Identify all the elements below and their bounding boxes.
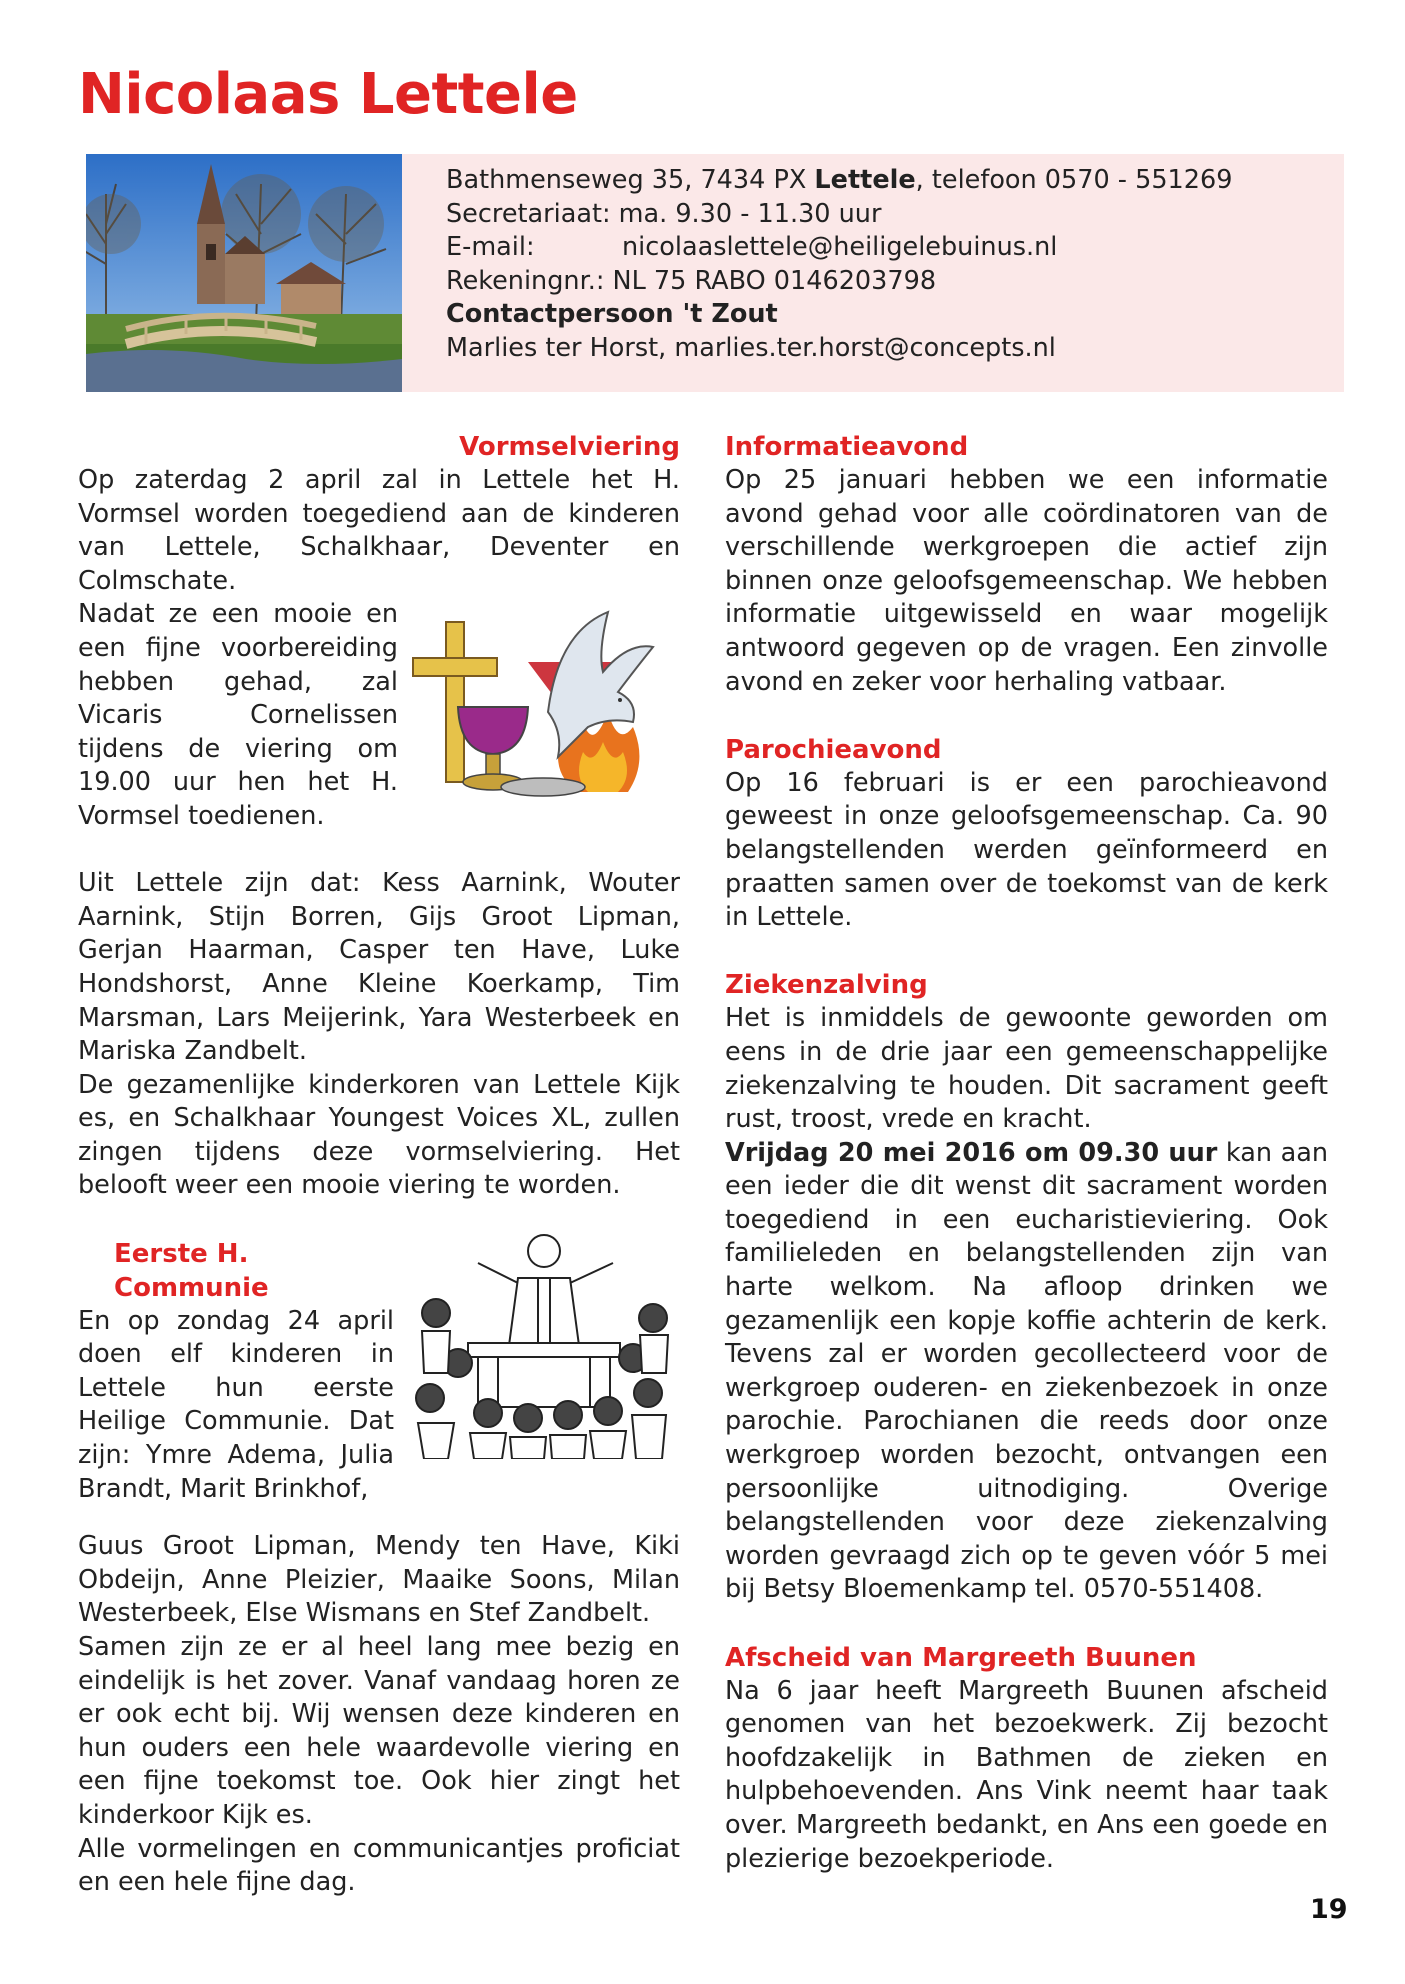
zieken-p2: Vrijdag 20 mei 2016 om 09.30 uur kan aan een ieder die dit wenst dit sacrament worden toegediend in een eucharistieviering. Ook familieleden en belangstellenden zijn van harte welkom. Na afloop drinken we gezamenlijk een kopje koffie achterin de kerk. Tevens zal er worden gecollecteerd voor de werkgroep ouderen- en ziekenbezoek in onze parochie. Parochianen die reeds door onze werkgroep worden bezocht, ontvangen een persoonlijke uitnodiging. Overige belangstellenden voor deze ziekenzalving worden gevraagd zich op te geven vóór 5 mei bij Betsy Bloemenkamp tel. 0570-551408. xyxy=(725,1137,1329,1605)
account-line: Rekeningnr.: NL 75 RABO 0146203798 xyxy=(446,265,937,296)
communion-illustration xyxy=(408,1223,680,1459)
communie-p1: En op zondag 24 april doen elf kinderen in Lettele hun eerste Heilige Communie. Dat zijn: Ymre Adema, Julia Brandt, Marit Brinkhof, xyxy=(78,1305,394,1504)
email-line: E-mail: nicolaaslettele@heiligelebuinus.nl xyxy=(446,232,1058,262)
communie-p3: Samen zijn ze er al heel lang mee bezig en eindelijk is het zover. Vanaf vandaag horen ze er ook echt bij. Wij wensen deze kinderen en hun ouders een hele waardevolle viering en een fijne toekomst toe. Ook hier zingt het kinderkoor Kijk es. xyxy=(78,1632,680,1830)
heading-informatieavond: Informatieavond xyxy=(725,432,969,462)
email-link[interactable]: nicolaaslettele@heiligelebuinus.nl xyxy=(622,232,1058,262)
vormsel-p4: De gezamenlijke kinderkoren van Lettele Kijk es, en Schalkhaar Youngest Voices XL, zullen zingen tijdens deze vormselviering. Het belooft weer een mooie viering te worden. xyxy=(78,1069,680,1201)
afscheid-p1: Na 6 jaar heeft Margreeth Buunen afscheid genomen van het bezoekwerk. Zij bezocht hoofdzakelijk in Bathmen de zieken en hulpbehoevenden. Ans Vink neemt haar taak over. Margreeth bedankt, en Ans een goede en plezierige bezoekperiode. xyxy=(725,1675,1328,1874)
address-line: Bathmenseweg 35, 7434 PX Lettele, telefoon 0570 - 551269 xyxy=(446,165,1233,195)
contact-person: Marlies ter Horst, marlies.ter.horst@concepts.nl xyxy=(446,332,1056,363)
right-column xyxy=(725,430,1328,1876)
left-column xyxy=(78,430,680,1900)
secretariat-line: Secretariaat: ma. 9.30 - 11.30 uur xyxy=(446,198,882,229)
communie-p2: Guus Groot Lipman, Mendy ten Have, Kiki Obdeijn, Anne Pleizier, Maaike Soons, Milan Westerbeek, Else Wismans en Stef Zandbelt. xyxy=(78,1531,680,1629)
heading-vormselviering: Vormselviering xyxy=(459,432,680,462)
heading-parochieavond: Parochieavond xyxy=(725,734,942,765)
church-photo xyxy=(86,154,402,392)
page-title: Nicolaas Lettele xyxy=(78,62,578,127)
communie-p4: Alle vormelingen en communicantjes proficiat en een hele fijne dag. xyxy=(78,1833,680,1898)
contact-info xyxy=(446,164,1232,365)
heading-afscheid: Afscheid van Margreeth Buunen xyxy=(725,1642,1197,1673)
contact-header xyxy=(86,154,1344,392)
parochie-p1: Op 16 februari is er een parochieavond geweest in onze geloofsgemeenschap. Ca. 90 belangstellenden werden geïnformeerd en praatten samen over de toekomst van de kerk in Lettele. xyxy=(725,767,1328,933)
heading-eerste-communie: Eerste H. Communie xyxy=(114,1238,269,1303)
page-number: 19 xyxy=(1310,1894,1348,1925)
confirmation-illustration xyxy=(398,602,680,802)
heading-ziekenzalving: Ziekenzalving xyxy=(725,970,928,1001)
vormsel-p3: Uit Lettele zijn dat: Kess Aarnink, Wouter Aarnink, Stijn Borren, Gijs Groot Lipman, Gerjan Haarman, Casper ten Have, Luke Hondshorst, Anne Kleine Koerkamp, Tim Marsman, Lars Meijerink, Yara Westerbeek en Mariska Zandbelt. xyxy=(78,868,680,1067)
info-p1: Op 25 januari hebben we een informatie avond gehad voor alle coördinatoren van de verschillende werkgroepen die actief zijn binnen onze geloofsgemeenschap. We hebben informatie uitgewisseld en waar mogelijk antwoord gegeven op de vragen. Een zinvolle avond en zeker voor herhaling vatbaar. xyxy=(725,465,1328,697)
zieken-p1: Het is inmiddels de gewoonte geworden om eens in de drie jaar een gemeenschappelijke ziekenzalving te houden. Dit sacrament geeft rust, troost, vrede en kracht. xyxy=(725,1003,1328,1135)
contact-heading: Contactpersoon 't Zout xyxy=(446,299,778,329)
vormsel-p2: Nadat ze een mooie en een fijne voorbereiding hebben gehad, zal Vicaris Cornelissen tijdens de viering om 19.00 uur hen het H. Vormsel toedienen. xyxy=(78,599,398,831)
vormsel-p1: Op zaterdag 2 april zal in Lettele het H. Vormsel worden toegediend aan de kinderen van Lettele, Schalkhaar, Deventer en Colmschate. xyxy=(78,465,680,596)
